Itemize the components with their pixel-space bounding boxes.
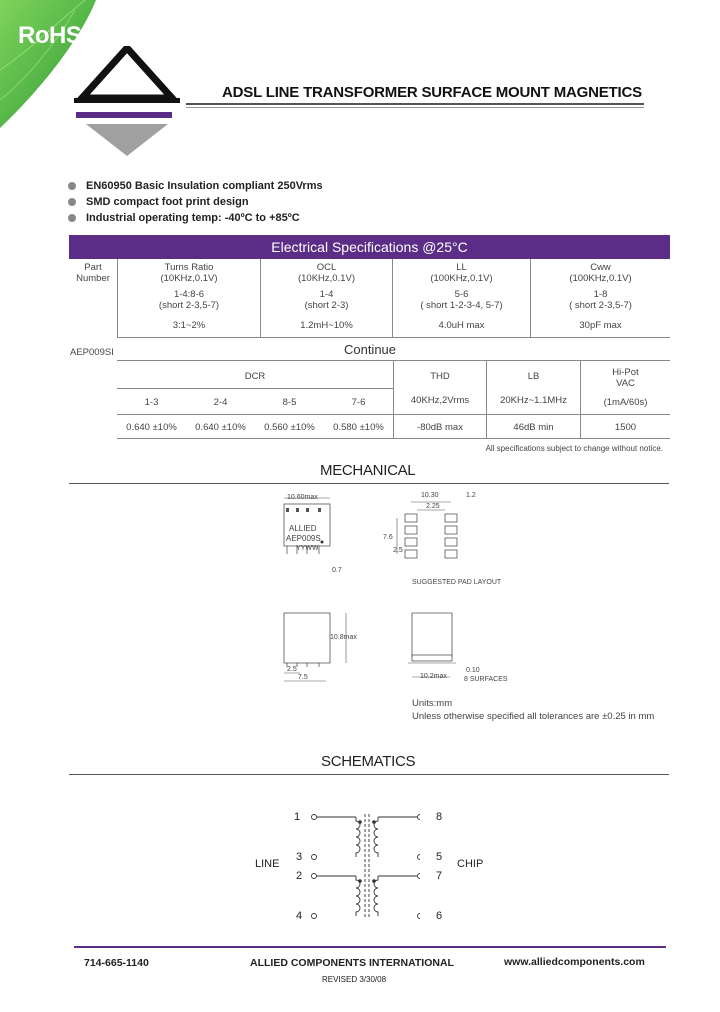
end-view-drawing (400, 605, 510, 687)
pin-5: 5 (436, 851, 443, 863)
height-dim: 10.8max (330, 634, 357, 641)
footer-company: ALLIED COMPONENTS INTERNATIONAL (250, 957, 454, 969)
part-number-label: Part Number (76, 262, 110, 284)
pin-pitch-dim: 2.5 (287, 666, 297, 673)
line-label: LINE (255, 858, 280, 870)
pad-layout-caption: SUGGESTED PAD LAYOUT (412, 579, 502, 586)
cww-pins: 1-8 (593, 289, 608, 300)
footer-revised: REVISED 3/30/08 (322, 975, 387, 984)
bullet-icon (68, 182, 76, 190)
side-view-drawing (270, 605, 370, 687)
ll-pins: 5-6 (454, 289, 469, 300)
lb-value: 46dB min (513, 422, 554, 433)
date-code: YYWW (296, 545, 319, 552)
schematics-title: SCHEMATICS (321, 753, 416, 770)
ocl-name: OCL (316, 262, 337, 273)
pin-8: 8 (436, 811, 443, 823)
page-title: ADSL LINE TRANSFORMER SURFACE MOUNT MAGNETICS (222, 84, 642, 101)
ocl-short: (short 2-3) (304, 300, 349, 311)
spec-note: All specifications subject to change without notice. (485, 444, 663, 453)
dcr-value: 0.560 ±10% (264, 422, 315, 433)
dcr-pins: 2-4 (213, 397, 228, 408)
turns-ratio-name: Turns Ratio (164, 262, 214, 273)
turns-ratio-pins: 1-4:8-6 (173, 289, 205, 300)
ocl-value: 1.2mH~10% (300, 320, 353, 331)
dcr-value: 0.640 ±10% (195, 422, 246, 433)
body-width-dim: 10.2max (420, 673, 447, 680)
pad-h2-dim: 2.5 (393, 547, 403, 554)
thd-value: -80dB max (417, 422, 463, 433)
bullet-icon (68, 214, 76, 222)
transformer-schematic (300, 808, 420, 924)
part-marking: AEP009S (286, 534, 321, 543)
thd-label: THD (430, 371, 450, 382)
title-underline-thin (186, 107, 644, 108)
ll-name: LL (456, 262, 467, 273)
hipot-value: 1500 (614, 422, 637, 433)
coplanarity-dim: 0.10 (466, 667, 480, 674)
feature-item: Industrial operating temp: -40ºC to +85ºC (68, 210, 323, 226)
tolerance-note: Unless otherwise specified all tolerances are ±0.25 in mm (412, 711, 655, 722)
pin-6: 6 (436, 910, 443, 922)
pin-span-dim: 7.5 (298, 674, 308, 681)
thd-cond: 40KHz,2Vrms (410, 395, 470, 406)
footer-phone: 714-665-1140 (84, 957, 149, 969)
pin-2: 2 (296, 870, 303, 882)
feature-item: SMD compact foot print design (68, 194, 323, 210)
dim-pitch: 0.7 (332, 567, 342, 574)
surfaces-note: 8 SURFACES (464, 676, 508, 683)
dim-width: 10.60max (287, 494, 318, 501)
turns-ratio-short: (short 2-3,5-7) (158, 300, 220, 311)
pin-1: 1 (294, 811, 301, 823)
dcr-pins: 1-3 (144, 397, 159, 408)
allied-logo-icon (72, 46, 182, 158)
pin-4: 4 (296, 910, 303, 922)
ll-cond: (100KHz,0.1V) (430, 273, 493, 284)
ocl-cond: (10KHz,0.1V) (297, 273, 356, 284)
mechanical-title: MECHANICAL (320, 462, 416, 479)
turns-ratio-value: 3:1~2% (172, 320, 206, 331)
feature-item: EN60950 Basic Insulation compliant 250Vrms (68, 178, 323, 194)
pin-3: 3 (296, 851, 303, 863)
rohs-label: RoHS (18, 22, 82, 49)
ocl-pins: 1-4 (319, 289, 334, 300)
pad-gap-dim: 2.25 (426, 503, 440, 510)
dcr-value: 0.580 ±10% (333, 422, 384, 433)
dcr-value: 0.640 ±10% (126, 422, 177, 433)
pad-w-dim: 1.2 (466, 492, 476, 499)
hipot-label: Hi-Pot VAC (612, 367, 639, 389)
continue-label: Continue (343, 342, 397, 357)
dcr-label: DCR (244, 371, 266, 382)
pad-h1-dim: 7.6 (383, 534, 393, 541)
logo-accent-bar (76, 112, 172, 118)
title-underline (186, 103, 644, 105)
lb-cond: 20KHz~1.1MHz (500, 395, 567, 406)
lb-label: LB (527, 371, 540, 382)
cww-value: 30pF max (579, 320, 622, 331)
brand-marking: ALLIED (289, 524, 317, 533)
dcr-pins: 8-5 (282, 397, 297, 408)
cww-name: Cww (590, 262, 611, 273)
ll-short: ( short 1-2-3-4, 5-7) (420, 300, 503, 311)
spec-table-header: Electrical Specifications @25°C (69, 235, 670, 259)
footer-rule (74, 946, 666, 948)
bullet-icon (68, 198, 76, 206)
dcr-pins: 7-6 (351, 397, 366, 408)
cww-short: ( short 2-3,5-7) (569, 300, 632, 311)
pin-7: 7 (436, 870, 443, 882)
hipot-cond: (1mA/60s) (603, 397, 648, 408)
units-note: Units:mm (412, 698, 453, 709)
chip-label: CHIP (457, 858, 484, 870)
turns-ratio-cond: (10KHz,0.1V) (160, 273, 218, 284)
feature-list (68, 178, 323, 226)
cww-cond: (100KHz,0.1V) (569, 273, 632, 284)
pad-width-dim: 10.30 (421, 492, 439, 499)
ll-value: 4.0uH max (438, 320, 485, 331)
part-number-value: AEP009SI (70, 347, 114, 358)
footer-website[interactable]: www.alliedcomponents.com (504, 956, 645, 968)
